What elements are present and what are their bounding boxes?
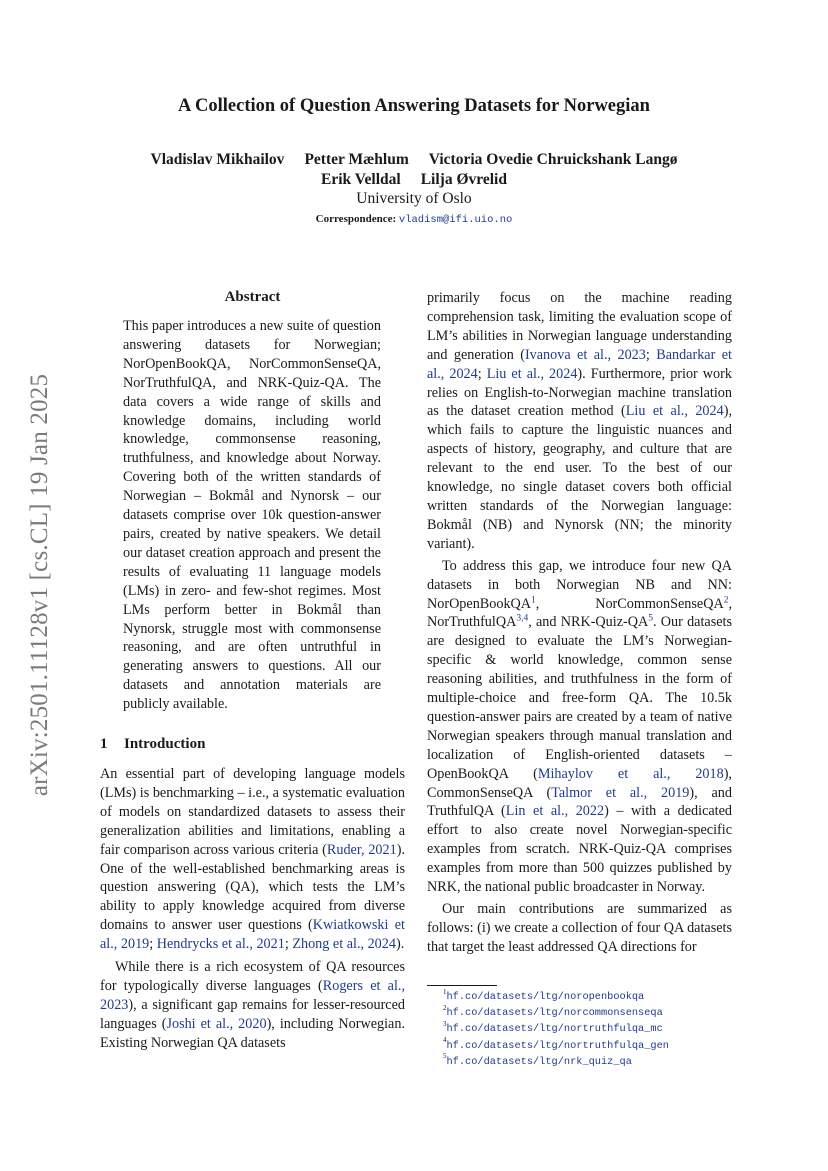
citation-link[interactable]: Lin et al., 2022 xyxy=(505,803,605,820)
footnote-divider xyxy=(427,985,497,986)
text-run: , NorTruthfulQA xyxy=(427,595,732,631)
author-list-line-1 xyxy=(0,151,828,169)
introduction-body xyxy=(100,765,405,1053)
abstract-heading: Abstract xyxy=(224,289,281,305)
author-list-line-2 xyxy=(0,171,828,189)
citation-link[interactable]: Joshi et al., 2020 xyxy=(166,1015,267,1032)
correspondence-label: Correspondence: xyxy=(315,213,397,225)
text-run: ), a significant gap remains for lesser-resourced languages ( xyxy=(100,996,405,1032)
footnote-marker[interactable]: 5 xyxy=(648,613,653,624)
footnotes xyxy=(443,989,669,1070)
footnote-marker[interactable]: 1 xyxy=(531,594,536,605)
author-name: Victoria Ovedie Chruickshank Langø xyxy=(428,151,678,168)
footnote xyxy=(443,1021,669,1037)
paragraph xyxy=(427,557,732,897)
footnote-number: 2 xyxy=(443,1003,447,1012)
footnote-number: 1 xyxy=(443,987,447,996)
author-name: Erik Velldal xyxy=(321,171,401,188)
affiliation: University of Oslo xyxy=(356,190,472,207)
footnote-link[interactable]: hf.co/datasets/ltg/noropenbookqa xyxy=(446,991,645,1003)
text-run: ) – with a dedicated effort to also create novel Norwegian-specific examples from scratch. NRK-Quiz-QA comprises examples from more than 500 quizzes published by NRK, the national public broadcaster in Norway. xyxy=(427,803,732,896)
text-run: ). Furthermore, prior work relies on English-to-Norwegian machine translation as the dataset creation method ( xyxy=(427,365,732,420)
paragraph xyxy=(427,289,732,554)
text-run: To address this gap, we introduce four new QA datasets in both Norwegian NB and NN: NorOpenBookQA xyxy=(427,557,732,612)
citation-link[interactable]: Liu et al., 2024 xyxy=(625,403,724,420)
text-run: , and NRK-Quiz-QA xyxy=(528,614,649,631)
paper-title: A Collection of Question Answering Datasets for Norwegian xyxy=(178,96,650,116)
paragraph xyxy=(100,765,405,954)
citation-link[interactable]: Hendrycks et al., 2021 xyxy=(156,936,285,953)
footnote xyxy=(443,1038,669,1054)
footnote-number: 4 xyxy=(443,1036,447,1045)
paragraph xyxy=(100,958,405,1053)
footnote-number: 5 xyxy=(443,1052,447,1061)
citation-link[interactable]: Ivanova et al., 2023 xyxy=(524,346,646,363)
section-title: Introduction xyxy=(124,736,206,752)
citation-link[interactable]: Rogers et al., 2023 xyxy=(100,977,405,1013)
author-name: Petter Mæhlum xyxy=(304,151,409,168)
text-run: ), including Norwegian. Existing Norwegian QA datasets xyxy=(100,1015,405,1051)
abstract-body xyxy=(123,317,381,714)
footnote-link[interactable]: hf.co/datasets/ltg/norcommonsenseqa xyxy=(446,1007,663,1020)
text-run: ; xyxy=(645,346,657,363)
citation-link[interactable]: Zhong et al., 2024 xyxy=(292,936,396,953)
text-run: ), which fails to capture the linguistic nuances and aspects of history, geography, and culture that are relevant to the end user. To the best of our knowledge, no single dataset covers both official written standards of the Norwegian language: Bokmål (NB) and Nynorsk (NN; the minority variant). xyxy=(427,403,732,552)
citation-link[interactable]: Liu et al., 2024 xyxy=(486,365,578,382)
text-run: An essential part of developing language models (LMs) is benchmarking – i.e., a systematic evaluation of models on standardized datasets to assess their generalization abilities and limitations, enabling a fair comparison across various criteria ( xyxy=(100,766,405,858)
author-name: Lilja Øvrelid xyxy=(420,171,507,188)
text-run: While there is a rich ecosystem of QA resources for typologically diverse languages ( xyxy=(100,959,405,994)
footnote xyxy=(443,1005,669,1021)
text-run: ; xyxy=(149,936,157,953)
email-link[interactable]: vladism@ifi.uio.no xyxy=(398,214,513,226)
arxiv-identifier: arXiv:2501.11128v1 [cs.CL] 19 Jan 2025 xyxy=(26,373,53,797)
section-number: 1 xyxy=(100,736,108,752)
text-run: primarily focus on the machine reading comprehension task, limiting the evaluation scope of LM’s abilities in Norwegian language understanding and generation ( xyxy=(427,290,732,363)
footnote-marker[interactable]: 2 xyxy=(723,594,729,605)
text-run: ), CommonSenseQA ( xyxy=(427,765,732,801)
text-run: ), and TruthfulQA ( xyxy=(427,784,732,820)
abstract-text: This paper introduces a new suite of question answering datasets for Norwegian; NorOpenBookQA, NorCommonSenseQA, NorTruthfulQA, and NRK-Quiz-QA. The data covers a wide range of skills and knowledge domains, including world knowledge, commonsense reasoning, truthfulness, and knowledge about Norway. Covering both of the written standards of Norwegian – Bokmål and Nynorsk – our datasets comprise over 10k question-answer pairs, created by native speakers. We detail our dataset creation approach and present the results of evaluating 11 language models (LMs) in zero- and few-shot regimes. Most LMs perform better in Bokmål than Nynorsk, struggle most with commonsense reasoning, and are often untruthful in generating answers to questions. All our datasets and annotation materials are publicly available. xyxy=(123,318,381,713)
text-run: . Our datasets are designed to evaluate the LM’s Norwegian-specific & world knowledge, common sense reasoning abilities, and truthfulness in the form of multiple-choice and free-form QA. The 10.5k question-answer pairs are created by a team of native Norwegian speakers through manual translation and localization of English-oriented datasets – OpenBookQA ( xyxy=(427,614,732,782)
text-run: ; xyxy=(477,365,487,382)
citation-link[interactable]: Ruder, 2021 xyxy=(326,841,397,858)
citation-link[interactable]: Mihaylov et al., 2018 xyxy=(537,765,724,782)
correspondence-line xyxy=(0,213,828,226)
footnote-link[interactable]: hf.co/datasets/ltg/nortruthfulqa_gen xyxy=(446,1039,669,1052)
footnote-link[interactable]: hf.co/datasets/ltg/nortruthfulqa_mc xyxy=(446,1023,663,1036)
footnote xyxy=(443,989,669,1005)
citation-link[interactable]: Kwiatkowski et al., 2019 xyxy=(100,917,405,953)
footnote-number: 3 xyxy=(443,1019,447,1028)
text-run: ). One of the well-established benchmarking areas is question answering (QA), which tests the LM’s ability to apply knowledge acquired from diverse domains to answer user questions ( xyxy=(100,841,405,934)
citation-link[interactable]: Bandarkar et al., 2024 xyxy=(427,346,732,382)
footnote-marker[interactable]: 3,4 xyxy=(516,613,529,624)
paragraph: Our main contributions are summarized as follows: (i) we create a collection of four QA datasets that target the least addressed QA directions for xyxy=(427,901,732,955)
author-name: Vladislav Mikhailov xyxy=(150,151,285,168)
text-run: ; xyxy=(284,936,293,953)
section-heading-introduction xyxy=(100,736,205,753)
right-column-body xyxy=(427,289,732,957)
footnote xyxy=(443,1054,669,1070)
text-run: , NorCommonSenseQA xyxy=(535,595,724,612)
footnote-link[interactable]: hf.co/datasets/ltg/nrk_quiz_qa xyxy=(446,1055,632,1068)
text-run: ). xyxy=(395,936,405,953)
citation-link[interactable]: Talmor et al., 2019 xyxy=(551,784,690,801)
